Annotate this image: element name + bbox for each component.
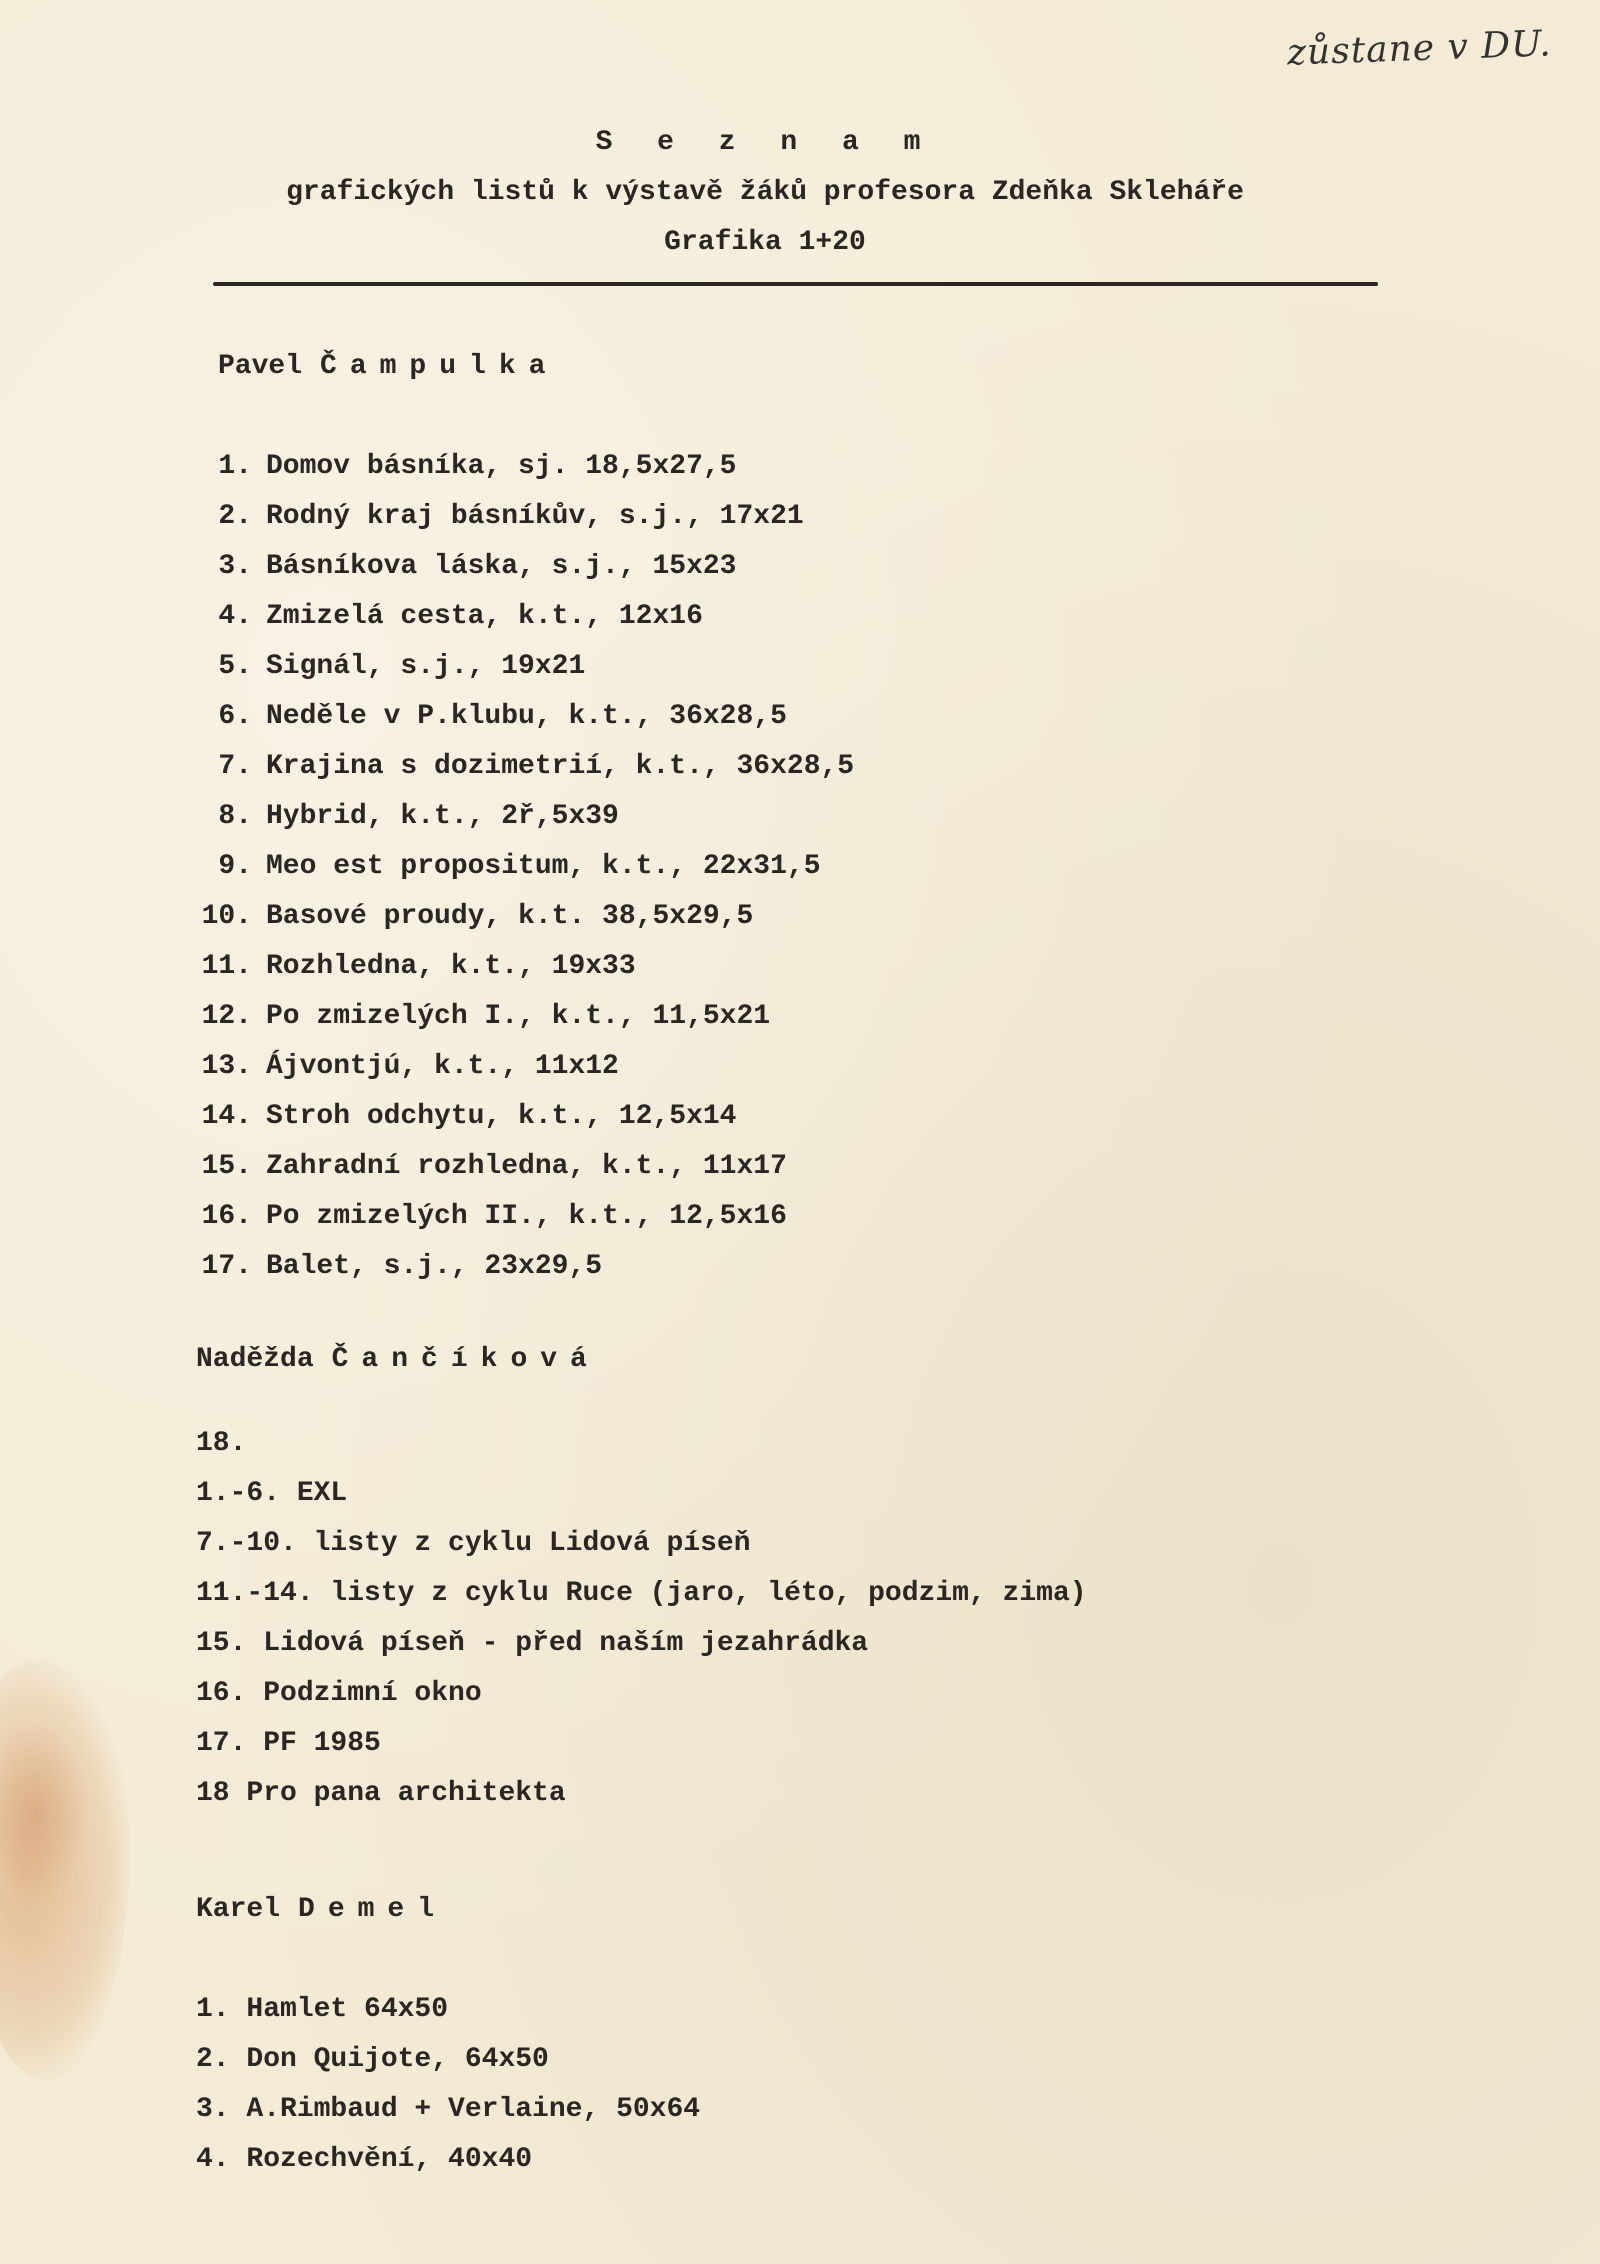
artist-surname: Čampulka: [320, 351, 559, 382]
list-item: 6. Neděle v P.klubu, k.t., 36x28,5: [218, 701, 787, 732]
artist-name: [0, 1335, 1560, 1385]
artwork-list: [0, 442, 1560, 1292]
list-item: 14. Stroh odchytu, k.t., 12,5x14: [201, 1101, 737, 1132]
document-subtitle: grafických listů k výstavě žáků profesora Zdeňka Skleháře: [286, 177, 1244, 208]
list-item: 1. Domov básníka, sj. 18,5x27,5: [218, 451, 737, 482]
list-item: 1. Hamlet 64x50: [196, 1994, 449, 2025]
document-header: [0, 118, 1530, 268]
artist-name: [0, 1885, 1560, 1935]
document-series: Grafika 1+20: [664, 227, 866, 258]
artwork-list: [0, 1985, 1560, 2185]
artist-surname: Demel: [298, 1894, 448, 1925]
artist-name: [0, 342, 1560, 392]
list-item: 4. Rozechvění, 40x40: [196, 2144, 533, 2175]
list-item: 3. Básníkova láska, s.j., 15x23: [218, 551, 737, 582]
list-item: 2. Rodný kraj básníkův, s.j., 17x21: [218, 501, 804, 532]
list-item: 1.-6. EXL: [196, 1478, 348, 1509]
artist-section-cancikova: [0, 1335, 1560, 1819]
artwork-list: [0, 1419, 1560, 1819]
artist-first-name: Pavel: [218, 351, 303, 382]
list-item: 18 Pro pana architekta: [196, 1778, 566, 1809]
list-item: 13. Ájvontjú, k.t., 11x12: [201, 1051, 619, 1082]
list-item: 16. Podzimní okno: [196, 1678, 482, 1709]
list-item: 17. PF 1985: [196, 1728, 381, 1759]
list-item: 15. Lidová píseň - před naším jezahrádka: [196, 1628, 869, 1659]
list-item: 11.-14. listy z cyklu Ruce (jaro, léto, podzim, zima): [196, 1578, 1087, 1609]
artist-first-name: Karel: [196, 1894, 281, 1925]
list-item: 15. Zahradní rozhledna, k.t., 11x17: [201, 1151, 787, 1182]
header-rule: [213, 282, 1378, 286]
list-item: 17. Balet, s.j., 23x29,5: [201, 1251, 603, 1282]
list-item: 4. Zmizelá cesta, k.t., 12x16: [218, 601, 703, 632]
artist-section-campulka: [0, 342, 1560, 1292]
list-item: 8. Hybrid, k.t., 2ř,5x39: [218, 801, 619, 832]
list-item: 11. Rozhledna, k.t., 19x33: [201, 951, 636, 982]
document-title: S e z n a m: [595, 127, 935, 158]
handwritten-note: zůstane v DU.: [1286, 23, 1553, 74]
artist-section-demel: [0, 1885, 1560, 2185]
list-item: 5. Signál, s.j., 19x21: [218, 651, 586, 682]
list-item: 9. Meo est propositum, k.t., 22x31,5: [218, 851, 821, 882]
list-item: 2. Don Quijote, 64x50: [196, 2044, 549, 2075]
list-item: 7. Krajina s dozimetrií, k.t., 36x28,5: [218, 751, 855, 782]
list-item: 10. Basové proudy, k.t. 38,5x29,5: [201, 901, 754, 932]
artist-first-name: Naděžda: [196, 1344, 314, 1375]
artist-surname: Čančíková: [331, 1344, 600, 1375]
list-item: 18.: [196, 1428, 247, 1459]
list-item: 7.-10. listy z cyklu Lidová píseň: [196, 1528, 751, 1559]
list-item: 16. Po zmizelých II., k.t., 12,5x16: [201, 1201, 787, 1232]
list-item: 12. Po zmizelých I., k.t., 11,5x21: [201, 1001, 771, 1032]
list-item: 3. A.Rimbaud + Verlaine, 50x64: [196, 2094, 701, 2125]
